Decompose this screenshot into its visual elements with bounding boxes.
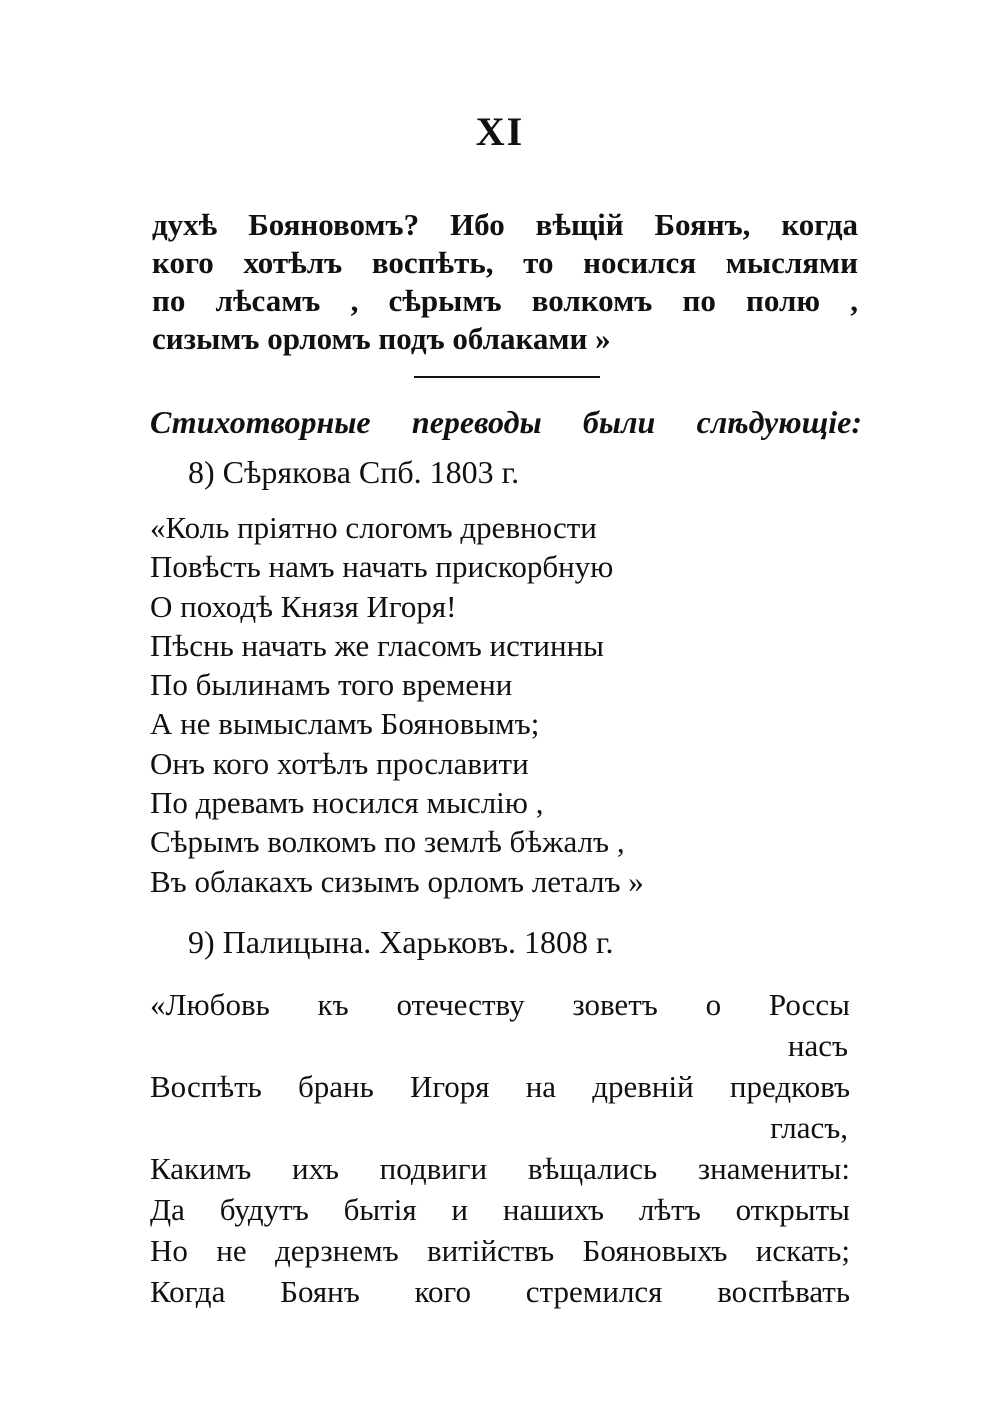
prose-line: духѣ Бояновомъ? Ибо вѣщій Боянъ, когда — [152, 207, 858, 242]
verse-line: Онъ кого хотѣлъ прославити — [150, 745, 529, 781]
verse-line: «Любовь къ отечеству зоветъ о Россы — [150, 987, 850, 1022]
verse-line: Да будутъ бытія и нашихъ лѣтъ открыты — [150, 1192, 850, 1227]
prose-paragraph — [152, 206, 858, 358]
verse-line-continuation: гласъ, — [770, 1110, 848, 1145]
section-heading: Стихотворные переводы были слѣдующіе: — [150, 404, 862, 440]
prose-line: кого хотѣлъ воспѣть, то носился мыслями — [152, 245, 858, 280]
verse-line: Пѣснь начать же гласомъ истинны — [150, 627, 604, 663]
prose-line: по лѣсамъ , сѣрымъ волкомъ по полю , — [152, 283, 858, 318]
verse-line: Въ облакахъ сизымъ орломъ леталъ » — [150, 863, 644, 899]
verse-line: А не вымысламъ Бояновымъ; — [150, 706, 540, 742]
translation-source-2: 9) Палицына. Харьковъ. 1808 г. — [188, 924, 614, 960]
verse-line: «Коль пріятно слогомъ древности — [150, 510, 597, 545]
verse-line: Какимъ ихъ подвиги вѣщались знамениты: — [150, 1151, 850, 1186]
verse-block-2 — [150, 984, 850, 1312]
verse-line: Повѣсть намъ начать прискорбную — [150, 549, 614, 585]
verse-line: Но не дерзнемъ витійствъ Бояновыхъ искать; — [150, 1233, 850, 1268]
prose-line: сизымъ орломъ подъ облаками » — [152, 321, 611, 356]
verse-line: Сѣрымъ волкомъ по землѣ бѣжалъ , — [150, 824, 625, 860]
verse-line: По былинамъ того времени — [150, 667, 513, 703]
verse-line: По древамъ носился мыслію , — [150, 785, 544, 821]
verse-line: Воспѣть брань Игоря на древній предковъ — [150, 1069, 850, 1104]
translation-source-1: 8) Сѣрякова Спб. 1803 г. — [188, 454, 520, 490]
verse-line-continuation: насъ — [787, 1028, 848, 1063]
verse-line: Когда Боянъ кого стремился воспѣвать — [150, 1274, 850, 1309]
verse-line: О походѣ Князя Игоря! — [150, 588, 457, 624]
verse-block-1 — [150, 508, 644, 901]
section-divider — [414, 376, 600, 378]
page-number: XI — [475, 109, 525, 154]
